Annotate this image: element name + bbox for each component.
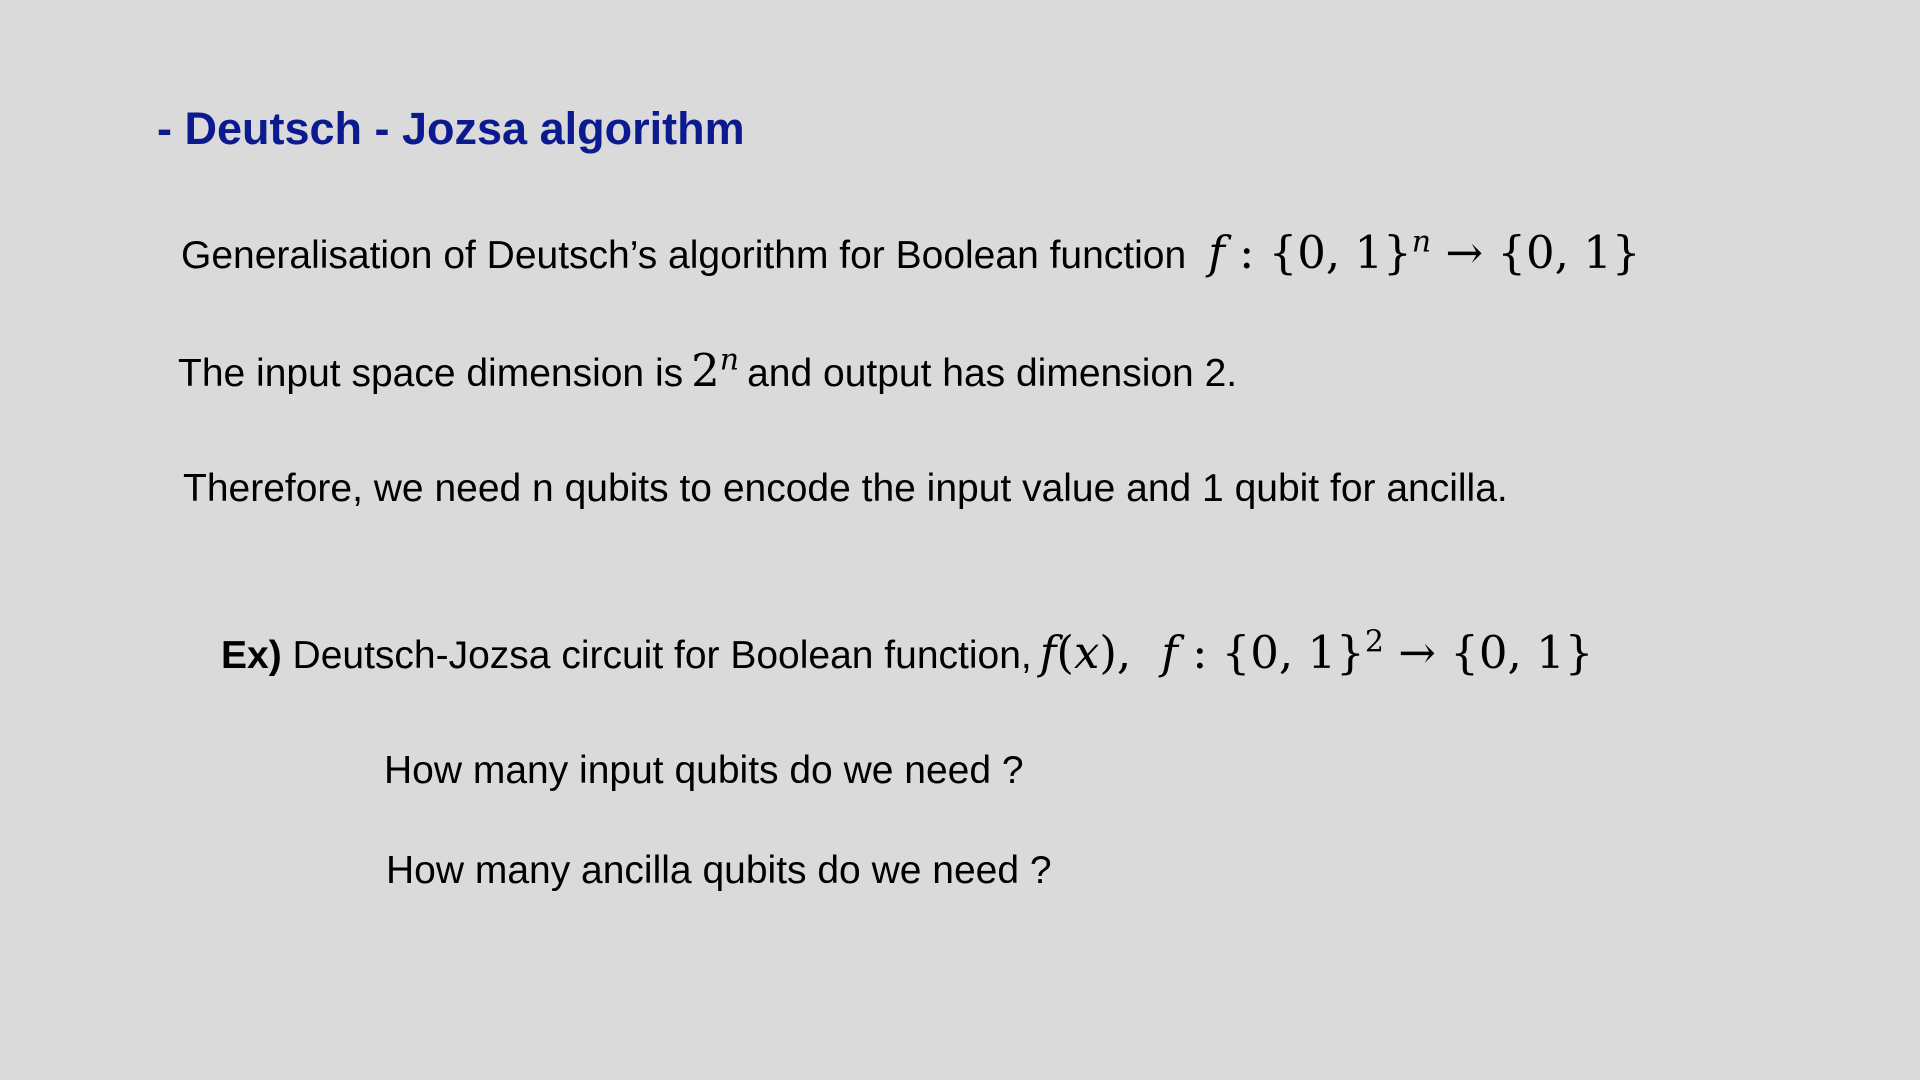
math-domain-exponent: 2 [1364, 624, 1384, 660]
example-text: Deutsch-Jozsa circuit for Boolean function, [292, 634, 1032, 677]
math-arrow: → [1383, 626, 1451, 679]
generalisation-line [181, 226, 1641, 280]
math-f: f [1161, 626, 1178, 679]
math-fx-close: ), [1099, 626, 1132, 679]
math-base: 2 [691, 344, 720, 397]
qubits-needed-line: Therefore, we need n qubits to encode the input value and 1 qubit for ancilla. [183, 467, 1508, 510]
math-codomain: {0, 1} [1497, 226, 1641, 279]
question-ancilla-qubits: How many ancilla qubits do we need ? [386, 849, 1052, 892]
math-fx-f: f [1039, 626, 1057, 679]
input-dimension-text: The input space dimension is [178, 352, 684, 395]
question-input-qubits: How many input qubits do we need ? [384, 749, 1024, 792]
output-dimension-text: and output has dimension 2. [747, 352, 1238, 395]
dimension-power [691, 344, 739, 397]
math-fx-x: x [1073, 626, 1100, 679]
math-domain: {0, 1} [1221, 626, 1365, 679]
input-dimension-line [178, 344, 1237, 398]
math-arrow: → [1431, 226, 1498, 279]
function-signature-n [1208, 226, 1640, 279]
math-f: f [1208, 226, 1225, 279]
math-domain: {0, 1} [1268, 226, 1412, 279]
math-codomain: {0, 1} [1450, 626, 1594, 679]
math-fx-open: ( [1056, 626, 1074, 679]
math-colon: : [1177, 626, 1222, 679]
slide-title: - Deutsch - Jozsa algorithm [157, 103, 745, 154]
generalisation-text: Generalisation of Deutsch’s algorithm for Boolean function [181, 234, 1187, 277]
function-signature-2 [1161, 626, 1593, 679]
math-colon: : [1224, 226, 1269, 279]
math-exponent: n [719, 342, 740, 378]
function-fx [1040, 626, 1131, 679]
example-line [221, 626, 1593, 680]
example-label: Ex) [221, 634, 282, 677]
math-domain-exponent: n [1411, 224, 1432, 260]
